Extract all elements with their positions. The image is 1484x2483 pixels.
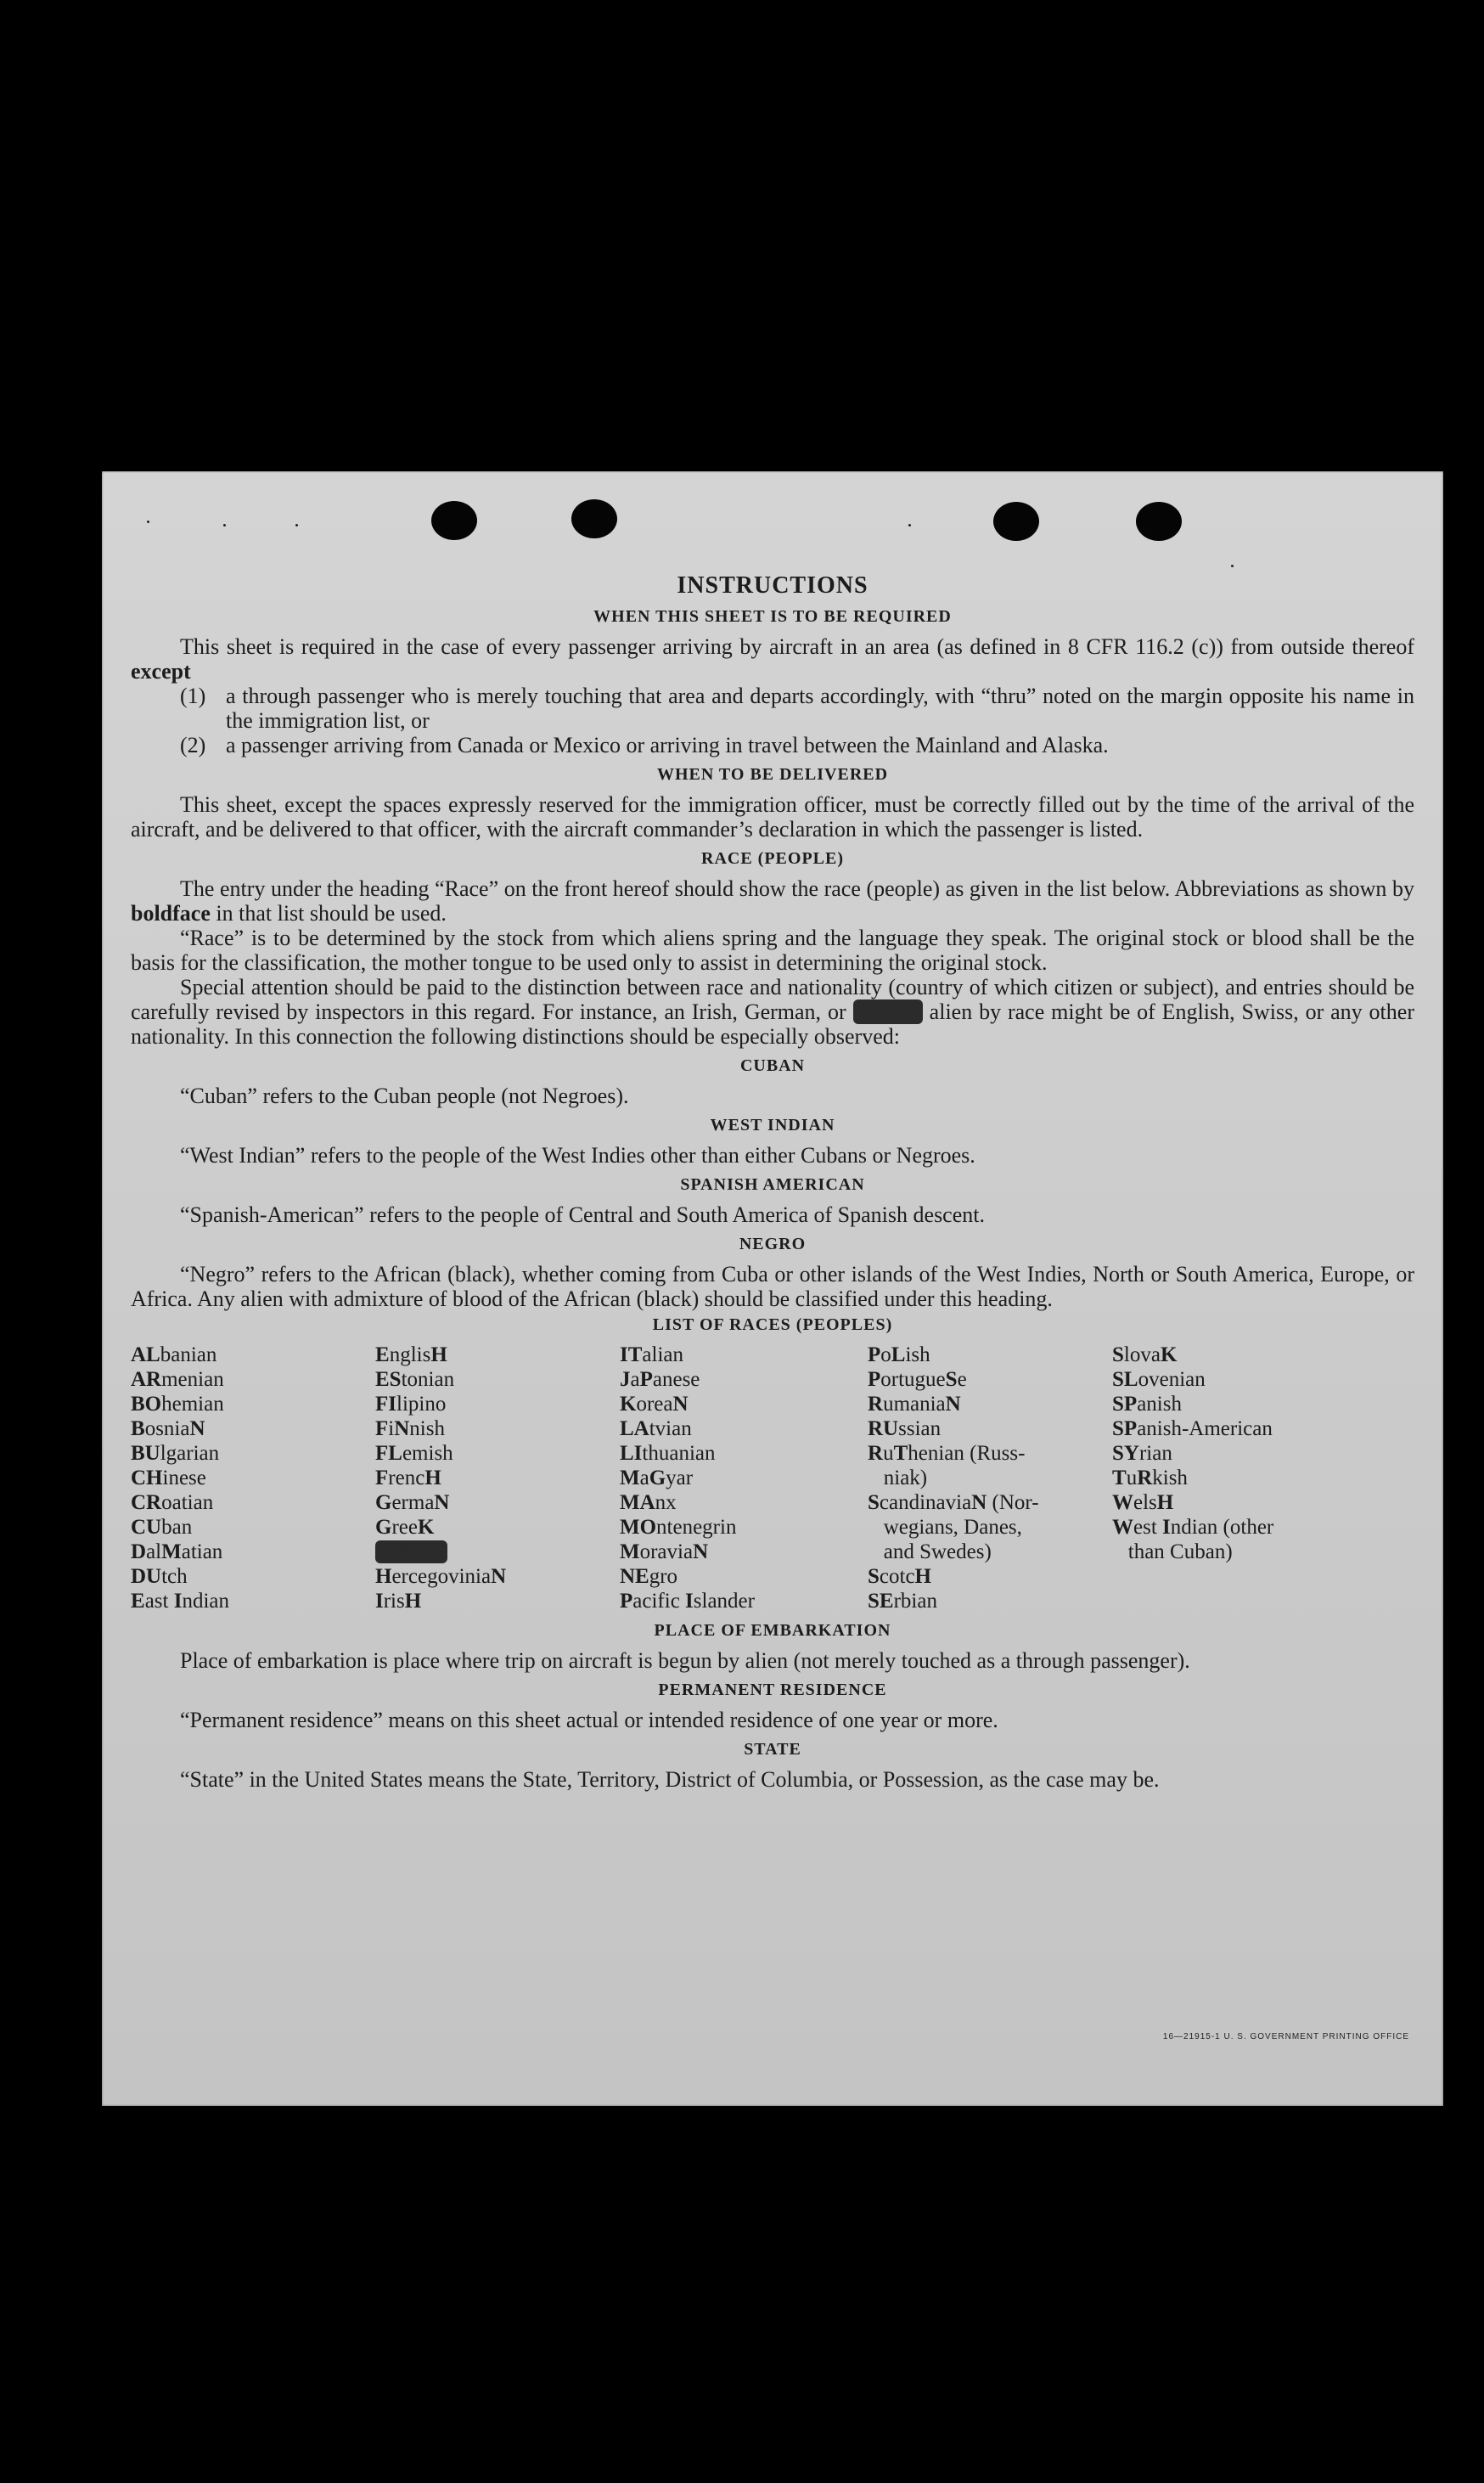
race-text: renc <box>388 1467 425 1489</box>
heading-negro: NEGRO <box>739 1235 807 1253</box>
race-entry <box>868 1564 1112 1589</box>
race-text: ndian <box>182 1590 229 1613</box>
race-text: rian <box>1138 1442 1172 1465</box>
race-text: banian <box>160 1343 217 1366</box>
race-abbreviation: B <box>131 1417 145 1440</box>
race-abbreviation: K <box>417 1516 435 1539</box>
race-entry <box>620 1392 868 1416</box>
race-entry <box>1112 1392 1367 1416</box>
race-text: thuanian <box>642 1442 716 1465</box>
race-text: menian <box>161 1368 224 1391</box>
race-text: than Cuban) <box>1112 1540 1233 1563</box>
race-abbreviation: N <box>971 1491 987 1514</box>
heading-residence: PERMANENT RESIDENCE <box>658 1681 887 1699</box>
race-abbreviation: T <box>1112 1467 1127 1489</box>
paragraph-text: alien by race might be of English, Swiss, or any other nationality. In this connection the following distinctions should be especially observed: <box>131 999 1414 1049</box>
race-abbreviation: I <box>685 1590 694 1613</box>
heading-list-of-races: LIST OF RACES (PEOPLES) <box>652 1315 893 1334</box>
punch-hole <box>571 499 617 538</box>
race-text: e <box>957 1368 967 1391</box>
race-abbreviation: G <box>375 1516 392 1539</box>
race-abbreviation: H <box>914 1565 931 1588</box>
race-entry <box>868 1392 1112 1416</box>
paragraph-text: Special attention should be paid to the distinction between race and nationality (country of which citizen or subject), and entries should be carefully revised by inspectors in this regard. For instance, an Irish, German, or <box>131 975 1414 1024</box>
race-entry <box>375 1564 620 1589</box>
races-column <box>620 1343 868 1613</box>
item-text: a passenger arriving from Canada or Mexico or arriving in travel between the Mainland and Alaska. <box>226 733 1109 757</box>
races-list <box>131 1343 1414 1613</box>
race-text: gro <box>649 1565 678 1588</box>
paragraph-race-1 <box>131 876 1414 926</box>
race-entry <box>1112 1367 1367 1392</box>
race-text: ban <box>161 1516 193 1539</box>
race-abbreviation: IT <box>620 1343 643 1366</box>
race-abbreviation: NE <box>620 1565 649 1588</box>
document-sheet <box>102 471 1443 2106</box>
race-entry <box>131 1589 375 1613</box>
race-entry <box>375 1441 620 1466</box>
race-text: u <box>883 1442 894 1465</box>
heading-cuban: CUBAN <box>739 1056 806 1075</box>
race-entry <box>868 1515 1112 1540</box>
race-text: and Swedes) <box>868 1540 992 1563</box>
race-entry <box>868 1466 1112 1490</box>
smudged-race-entry: HebreW <box>375 1540 447 1563</box>
race-abbreviation: M <box>620 1467 640 1489</box>
race-abbreviation: P <box>620 1590 633 1613</box>
race-text: yar <box>666 1467 694 1489</box>
race-entry <box>1112 1490 1367 1515</box>
race-text: ssian <box>898 1417 942 1440</box>
race-abbreviation: RU <box>868 1417 899 1440</box>
race-abbreviation: S <box>1112 1343 1124 1366</box>
race-entry <box>620 1515 868 1540</box>
race-abbreviation: SY <box>1112 1442 1139 1465</box>
race-abbreviation: BU <box>131 1442 160 1465</box>
race-abbreviation: S <box>945 1368 958 1391</box>
race-entry <box>131 1515 375 1540</box>
paragraph-text: The entry under the heading “Race” on the front hereof should show the race (people) as given in the list below. Abbreviations as shown by <box>180 876 1414 901</box>
race-abbreviation: SE <box>868 1590 894 1613</box>
race-entry <box>868 1589 1112 1613</box>
list-item <box>180 733 1414 757</box>
race-text: emish <box>402 1442 453 1465</box>
race-entry <box>375 1466 620 1490</box>
race-abbreviation: DU <box>131 1565 162 1588</box>
race-text: tvian <box>649 1417 692 1440</box>
race-entry <box>1112 1515 1367 1540</box>
paragraph-residence: “Permanent residence” means on this sheet actual or intended residence of one year or more. <box>180 1708 998 1732</box>
paragraph-text: in that list should be used. <box>210 901 447 926</box>
speck <box>295 524 298 526</box>
race-text: i <box>388 1417 395 1440</box>
race-abbreviation: M <box>620 1540 640 1563</box>
race-text: ast <box>144 1590 174 1613</box>
race-abbreviation: MO <box>620 1516 657 1539</box>
race-text: oravia <box>639 1540 694 1563</box>
race-entry <box>868 1441 1112 1466</box>
race-abbreviation: SL <box>1112 1368 1138 1391</box>
race-text: inese <box>162 1467 206 1489</box>
race-text: alian <box>642 1343 683 1366</box>
race-abbreviation: J <box>620 1368 631 1391</box>
race-text: ortugue <box>880 1368 946 1391</box>
race-entry <box>620 1589 868 1613</box>
race-abbreviation: G <box>649 1467 666 1489</box>
item-number: (2) <box>180 733 206 757</box>
race-abbreviation: H <box>424 1467 441 1489</box>
race-entry <box>131 1343 375 1367</box>
race-abbreviation: H <box>1156 1491 1174 1514</box>
race-abbreviation: SP <box>1112 1393 1138 1416</box>
race-entry <box>375 1589 620 1613</box>
race-text: oatian <box>161 1491 214 1514</box>
race-text: ris <box>383 1590 405 1613</box>
heading-when-delivered: WHEN TO BE DELIVERED <box>656 765 889 784</box>
race-abbreviation: CH <box>131 1467 163 1489</box>
speck <box>1231 565 1234 567</box>
race-abbreviation: S <box>868 1491 880 1514</box>
paragraph-west-indian: “West Indian” refers to the people of the West Indies other than either Cubans or Negroes. <box>180 1143 975 1168</box>
item-number: (1) <box>180 684 206 708</box>
race-text: umania <box>883 1393 946 1416</box>
race-text: osnia <box>144 1417 190 1440</box>
race-text: a <box>630 1368 640 1391</box>
paragraph-when-required <box>131 634 1414 684</box>
race-abbreviation: E <box>375 1343 390 1366</box>
race-text: hemian <box>161 1393 224 1416</box>
race-abbreviation: FL <box>375 1442 402 1465</box>
race-text: anese <box>652 1368 700 1391</box>
paragraph-race-3 <box>131 975 1414 1049</box>
heading-embarkation: PLACE OF EMBARKATION <box>654 1621 891 1640</box>
race-abbreviation: CR <box>131 1491 162 1514</box>
race-abbreviation: K <box>1160 1343 1178 1366</box>
bold-text: except <box>131 659 191 684</box>
race-text: ndian (other <box>1170 1516 1274 1539</box>
race-text: niak) <box>868 1467 928 1489</box>
printer-code: 16—21915-1 U. S. GOVERNMENT PRINTING OFFICE <box>1162 2032 1409 2041</box>
race-abbreviation: W <box>1112 1491 1133 1514</box>
race-abbreviation: R <box>1137 1467 1153 1489</box>
race-entry <box>620 1367 868 1392</box>
races-column <box>1112 1343 1367 1613</box>
race-text: lipino <box>396 1393 447 1416</box>
race-abbreviation: N <box>693 1540 709 1563</box>
race-abbreviation: N <box>491 1565 507 1588</box>
race-text: tch <box>161 1565 188 1588</box>
race-entry <box>131 1490 375 1515</box>
race-entry <box>1112 1540 1367 1564</box>
races-column <box>375 1343 620 1613</box>
race-text: lova <box>1123 1343 1161 1366</box>
race-entry <box>131 1466 375 1490</box>
race-text: est <box>1133 1516 1163 1539</box>
race-abbreviation: H <box>404 1590 422 1613</box>
item-text: a through passenger who is merely touching that area and departs accordingly, with “thru” noted on the margin opposite his name in the immigration list, or <box>226 684 1414 733</box>
race-abbreviation: R <box>868 1393 884 1416</box>
race-entry <box>131 1441 375 1466</box>
race-abbreviation: S <box>868 1565 880 1588</box>
race-text: els <box>1133 1491 1157 1514</box>
speck <box>147 521 149 523</box>
race-abbreviation: L <box>891 1343 906 1366</box>
heading-spanish-american: SPANISH AMERICAN <box>680 1175 865 1194</box>
race-text: ercegovinia <box>391 1565 492 1588</box>
paragraph-cuban: “Cuban” refers to the Cuban people (not Negroes). <box>180 1084 629 1108</box>
paragraph-text: This sheet is required in the case of every passenger arriving by aircraft in an area (as defined in 8 CFR 116.2 (c)) from outside thereof <box>180 634 1414 659</box>
paragraph-embarkation: Place of embarkation is place where trip on aircraft is begun by alien (not merely touched as a through passenger). <box>180 1648 1190 1673</box>
race-text: cotc <box>879 1565 915 1588</box>
race-entry <box>620 1466 868 1490</box>
race-abbreviation: I <box>375 1590 384 1613</box>
race-text: erma <box>391 1491 435 1514</box>
race-entry <box>620 1441 868 1466</box>
race-text: candinavia <box>879 1491 972 1514</box>
race-entry <box>375 1367 620 1392</box>
race-abbreviation: ES <box>375 1368 402 1391</box>
race-abbreviation: N <box>189 1417 205 1440</box>
race-entry <box>1112 1343 1367 1367</box>
race-entry <box>620 1490 868 1515</box>
race-abbreviation: N <box>394 1417 410 1440</box>
race-entry <box>868 1367 1112 1392</box>
heading-state: STATE <box>744 1740 801 1759</box>
race-entry <box>375 1515 620 1540</box>
paragraph-race-2: “Race” is to be determined by the stock from which aliens spring and the language they speak. The original stock or blood shall be the basis for the classification, the mother tongue to be used only to assist in determining the original stock. <box>131 926 1414 975</box>
race-entry <box>131 1367 375 1392</box>
race-text: orea <box>636 1393 673 1416</box>
paragraph-spanish-american: “Spanish-American” refers to the people of Central and South America of Spanish descent. <box>180 1202 985 1227</box>
race-entry <box>1112 1416 1367 1441</box>
race-entry <box>375 1540 620 1564</box>
race-entry <box>131 1392 375 1416</box>
race-entry <box>375 1392 620 1416</box>
page-title: INSTRUCTIONS <box>677 572 868 599</box>
race-entry <box>620 1564 868 1589</box>
race-abbreviation: P <box>868 1343 881 1366</box>
race-text: tonian <box>401 1368 455 1391</box>
races-column <box>131 1343 375 1613</box>
race-entry <box>620 1416 868 1441</box>
race-text: nish <box>409 1417 445 1440</box>
race-entry <box>1112 1466 1367 1490</box>
race-text: nglis <box>389 1343 431 1366</box>
race-entry <box>620 1343 868 1367</box>
race-entry <box>131 1416 375 1441</box>
smudged-word: Hebrew <box>852 999 923 1024</box>
race-text: anish-American <box>1137 1417 1273 1440</box>
race-abbreviation: K <box>620 1393 637 1416</box>
punch-hole <box>431 501 477 540</box>
punch-hole <box>993 502 1039 541</box>
race-abbreviation: MA <box>620 1491 655 1514</box>
paragraph-state: “State” in the United States means the State, Territory, District of Columbia, or Possession, as the case may be. <box>180 1767 1160 1792</box>
race-abbreviation: P <box>868 1368 881 1391</box>
race-entry <box>868 1540 1112 1564</box>
race-entry <box>131 1564 375 1589</box>
heading-race: RACE (PEOPLE) <box>701 849 844 868</box>
race-abbreviation: N <box>672 1393 689 1416</box>
speck <box>908 524 911 526</box>
race-abbreviation: P <box>639 1368 653 1391</box>
race-text: nx <box>655 1491 677 1514</box>
race-text: atian <box>181 1540 223 1563</box>
race-text: u <box>1126 1467 1138 1489</box>
race-text: slander <box>693 1590 755 1613</box>
race-abbreviation: R <box>868 1442 884 1465</box>
race-text: kish <box>1152 1467 1188 1489</box>
race-text: acific <box>632 1590 686 1613</box>
race-text: (Nor- <box>987 1491 1039 1514</box>
race-text: henian (Russ- <box>908 1442 1026 1465</box>
race-text: ntenegrin <box>656 1516 737 1539</box>
race-abbreviation: H <box>375 1565 392 1588</box>
races-column <box>868 1343 1112 1613</box>
race-text: ovenian <box>1138 1368 1206 1391</box>
race-entry <box>375 1343 620 1367</box>
race-entry <box>375 1490 620 1515</box>
instructions-content <box>131 573 1414 1792</box>
race-text: anish <box>1137 1393 1182 1416</box>
race-text: a <box>639 1467 649 1489</box>
race-abbreviation: BO <box>131 1393 162 1416</box>
race-abbreviation: I <box>1162 1516 1171 1539</box>
paragraph-negro: “Negro” refers to the African (black), whether coming from Cuba or other islands of the West Indies, North or South America, Europe, or Africa. Any alien with admixture of blood of the African (black) should be classified under this heading. <box>131 1262 1414 1311</box>
paragraph-when-delivered: This sheet, except the spaces expressly reserved for the immigration officer, must be correctly filled out by the time of the arrival of the aircraft, and be delivered to that officer, with the aircraft commander’s declaration in which the passenger is listed. <box>131 792 1414 842</box>
race-abbreviation: F <box>375 1417 389 1440</box>
race-abbreviation: I <box>173 1590 183 1613</box>
race-abbreviation: N <box>945 1393 961 1416</box>
heading-when-required: WHEN THIS SHEET IS TO BE REQUIRED <box>593 607 952 626</box>
list-item <box>180 684 1414 733</box>
race-abbreviation: N <box>434 1491 450 1514</box>
race-entry <box>131 1540 375 1564</box>
race-entry <box>375 1416 620 1441</box>
race-abbreviation: FI <box>375 1393 396 1416</box>
race-entry <box>1112 1441 1367 1466</box>
race-abbreviation: D <box>131 1540 147 1563</box>
race-abbreviation: SP <box>1112 1417 1138 1440</box>
race-entry <box>620 1540 868 1564</box>
race-abbreviation: AL <box>131 1343 160 1366</box>
race-text: lgarian <box>160 1442 220 1465</box>
race-abbreviation: F <box>375 1467 389 1489</box>
bold-text: boldface <box>131 901 211 926</box>
race-entry <box>868 1416 1112 1441</box>
race-abbreviation: M <box>161 1540 182 1563</box>
heading-west-indian: WEST INDIAN <box>710 1116 835 1135</box>
race-entry <box>868 1343 1112 1367</box>
race-abbreviation: G <box>375 1491 392 1514</box>
race-abbreviation: CU <box>131 1516 162 1539</box>
race-text: o <box>880 1343 891 1366</box>
race-abbreviation: H <box>430 1343 447 1366</box>
race-text: rbian <box>893 1590 937 1613</box>
race-abbreviation: W <box>1112 1516 1133 1539</box>
race-text: ish <box>905 1343 930 1366</box>
race-text: wegians, Danes, <box>868 1516 1022 1539</box>
race-abbreviation: AR <box>131 1368 162 1391</box>
race-abbreviation: T <box>893 1442 908 1465</box>
race-abbreviation: LI <box>620 1442 643 1465</box>
race-entry <box>868 1490 1112 1515</box>
punch-hole <box>1136 502 1182 541</box>
race-text: al <box>146 1540 162 1563</box>
race-abbreviation: LA <box>620 1417 649 1440</box>
speck <box>223 524 226 526</box>
race-text: ree <box>391 1516 418 1539</box>
race-abbreviation: E <box>131 1590 145 1613</box>
